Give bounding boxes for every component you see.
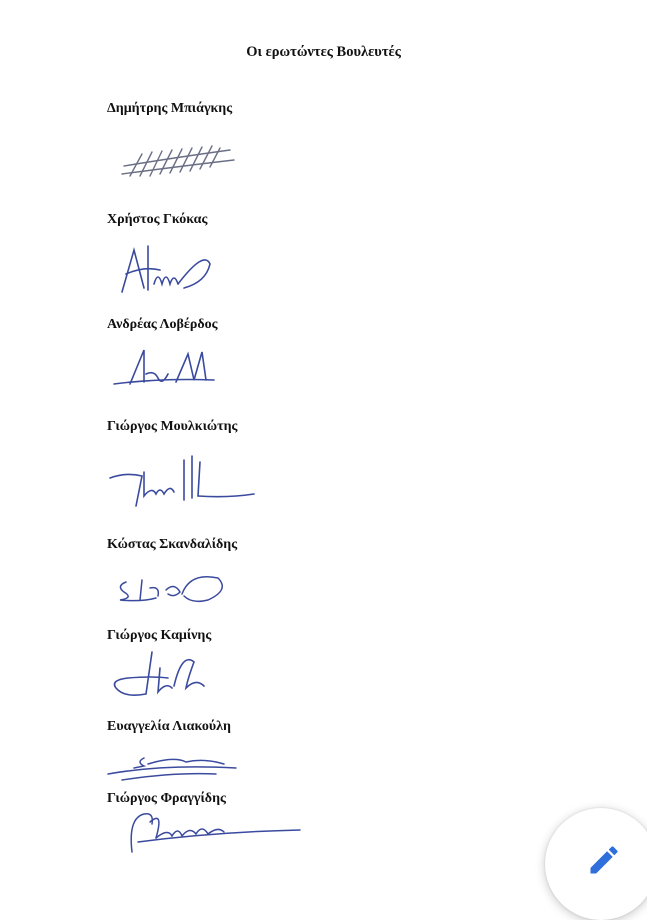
signatory-6-name: Γιώργος Καμίνης [107, 628, 212, 643]
signature-8 [124, 808, 304, 858]
signature-2 [114, 240, 214, 298]
signatory-5-name: Κώστας Σκανδαλίδης [107, 537, 238, 552]
signatory-1-name: Δημήτρης Μπιάγκης [107, 101, 233, 116]
signatory-3-name: Ανδρέας Λοβέρδος [107, 317, 218, 332]
signature-1 [112, 136, 242, 184]
signatory-4-name: Γιώργος Μουλκιώτης [107, 419, 238, 434]
signature-7 [104, 746, 244, 784]
pencil-icon[interactable] [586, 842, 622, 878]
signature-4 [108, 452, 258, 510]
signature-6 [108, 648, 220, 700]
signatory-7-name: Ευαγγελία Λιακούλη [107, 719, 231, 734]
signature-3 [110, 344, 220, 394]
signatory-2-name: Χρήστος Γκόκας [107, 212, 208, 227]
signatory-8-name: Γιώργος Φραγγίδης [107, 791, 226, 806]
signature-5 [112, 566, 232, 608]
document-title: Οι ερωτώντες Βουλευτές [246, 44, 401, 60]
